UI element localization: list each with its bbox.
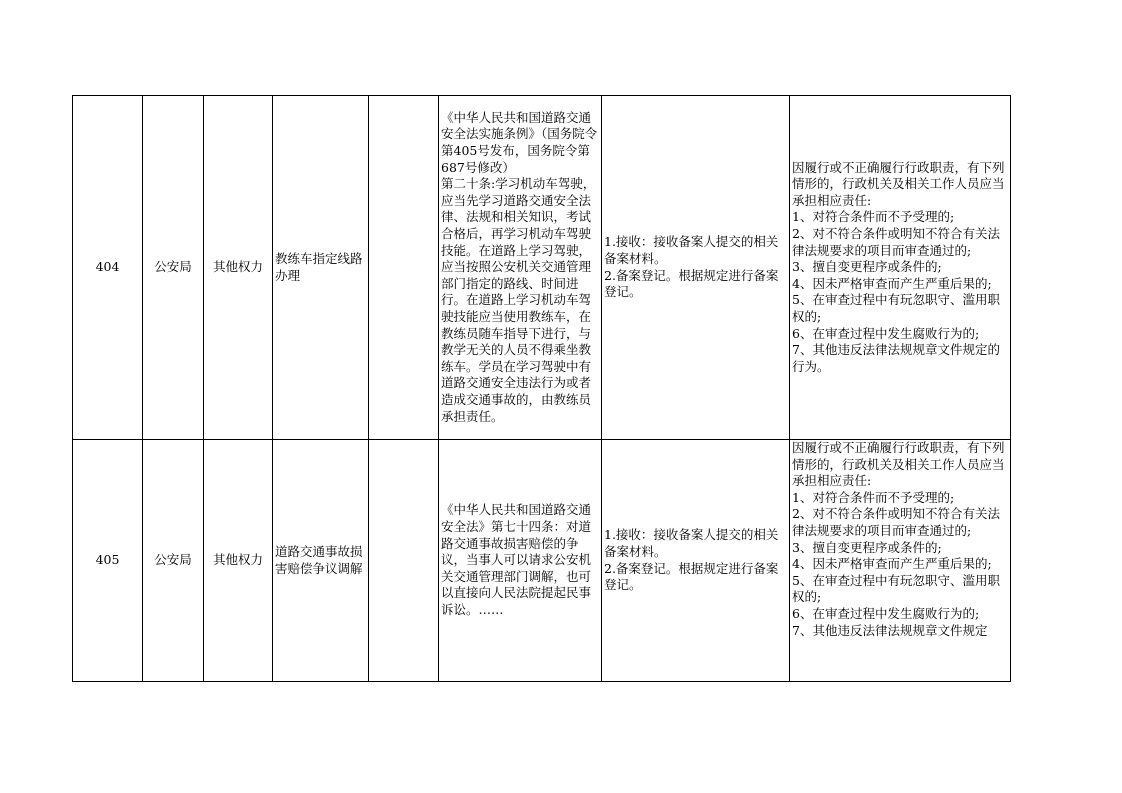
empty-cell [369,96,439,440]
process-steps: 1.接收：接收备案人提交的相关备案材料。 2.备案登记。根据规定进行备案登记。 [602,440,790,682]
power-list-table [72,95,1011,682]
responsibility-text [790,440,1011,682]
process-steps: 1.接收：接收备案人提交的相关备案材料。 2.备案登记。根据规定进行备案登记。 [602,96,790,440]
legal-basis: 《中华人民共和国道路交通安全法》第七十四条：对道路交通事故损害赔偿的争议，当事人可以请求公安机关交通管理部门调解，也可以直接向人民法院提起民事诉讼。…… [439,440,602,682]
department: 公安局 [143,96,204,440]
row-number: 404 [73,96,143,440]
power-category: 其他权力 [204,440,273,682]
empty-cell [369,440,439,682]
responsibility-text: 因履行或不正确履行行政职责，有下列情形的，行政机关及相关工作人员应当承担相应责任: 1、对符合条件而不予受理的; 2、对不符合条件或明知不符合有关法律法规要求的项目而审查通过的; 3、擅自变更程序或条件的; 4、因未严格审查而产生严重后果的; 5、在审查过程中有玩忽职守、滥用职权的; 6、在审查过程中发生腐败行为的; 7、其他违反法律法规规章文件规定的行为。 [790,96,1011,440]
power-category: 其他权力 [204,96,273,440]
item-name: 教练车指定线路办理 [273,96,369,440]
table-row [73,440,1011,682]
legal-basis: 《中华人民共和国道路交通安全法实施条例》（国务院令第405号发布，国务院令第687号修改） 第二十条:学习机动车驾驶，应当先学习道路交通安全法律、法规和相关知识，考试合格后，再学习机动车驾驶技能。在道路上学习驾驶，应当按照公安机关交通管理部门指定的路线、时间进行。在道路上学习机动车驾驶技能应当使用教练车，在教练员随车指导下进行，与教学无关的人员不得乘坐教练车。学员在学习驾驶中有道路交通安全违法行为或者造成交通事故的，由教练员承担责任。 [439,96,602,440]
row-number: 405 [73,440,143,682]
table-row [73,96,1011,440]
item-name: 道路交通事故损害赔偿争议调解 [273,440,369,682]
department: 公安局 [143,440,204,682]
responsibility-text-body: 因履行或不正确履行行政职责，有下列情形的，行政机关及相关工作人员应当承担相应责任: 1、对符合条件而不予受理的; 2、对不符合条件或明知不符合有关法律法规要求的项目而审查通过的; 3、擅自变更程序或条件的; 4、因未严格审查而产生严重后果的; 5、在审查过程中有玩忽职守、滥用职权的; 6、在审查过程中发生腐败行为的; 7、其他违反法律法规规章文件规定 [792,440,1005,638]
